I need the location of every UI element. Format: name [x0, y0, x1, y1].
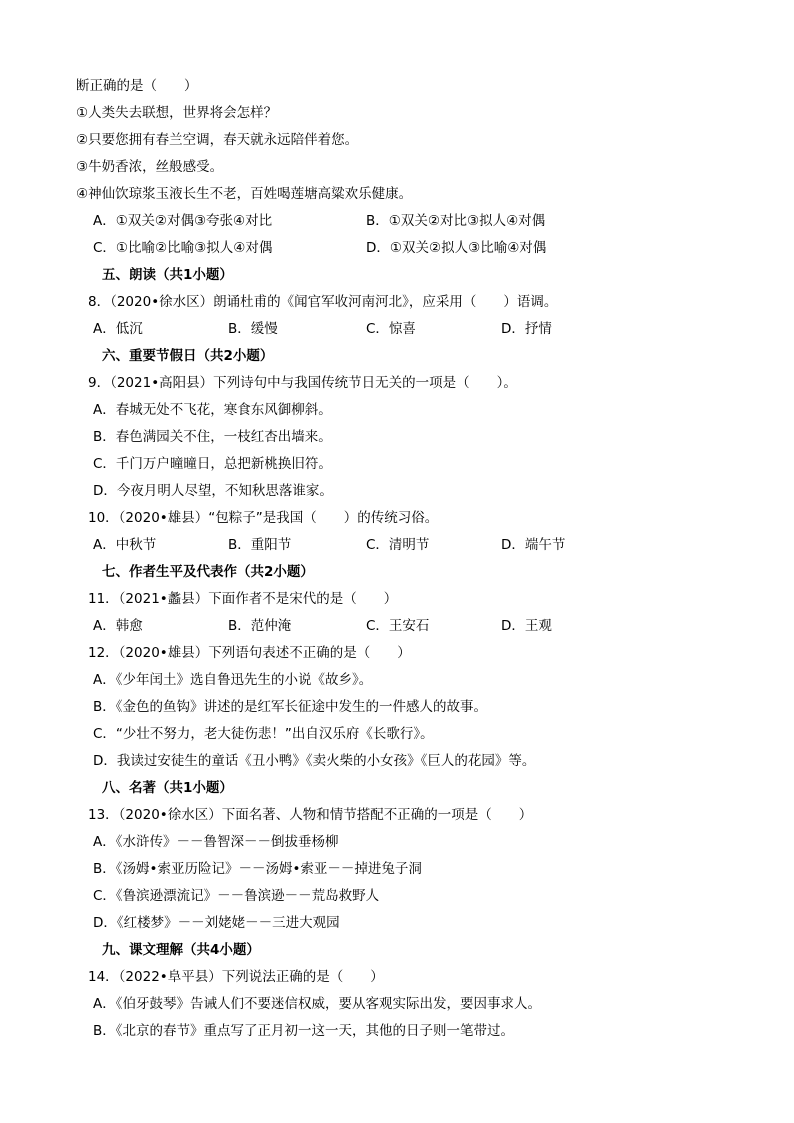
option: C．惊喜	[366, 321, 416, 337]
option: B．重阳节	[228, 537, 292, 553]
option: A．韩愈	[93, 618, 143, 634]
option: B．《北京的春节》重点写了正月初一这一天，其他的日子则一笔带过。	[93, 1023, 515, 1039]
option: D．端午节	[501, 537, 566, 553]
option: D．《红楼梦》－－刘姥姥－－三进大观园	[93, 915, 340, 931]
option: B．春色满园关不住，一枝红杏出墙来。	[93, 429, 332, 445]
option: A．①双关②对偶③夸张④对比	[93, 213, 273, 229]
option: C．王安石	[366, 618, 430, 634]
question-13: 13．（2020•徐水区）下面名著、人物和情节搭配不正确的一项是（ ）	[88, 807, 533, 823]
option: A．《少年闰土》选自鲁迅先生的小说《故乡》。	[93, 672, 373, 688]
section-title: 五、朗读（共1小题）	[102, 267, 233, 283]
option: B．《汤姆•索亚历险记》－－汤姆•索亚－－掉进兔子洞	[93, 861, 422, 877]
option: C．①比喻②比喻③拟人④对偶	[93, 240, 273, 256]
question-11: 11．（2021•蠡县）下面作者不是宋代的是（ ）	[88, 591, 398, 607]
intro-item: ③牛奶香浓，丝般感受。	[76, 159, 224, 175]
question-14: 14．（2022•阜平县）下列说法正确的是（ ）	[88, 969, 384, 985]
option: C．《鲁滨逊漂流记》－－鲁滨逊－－荒岛救野人	[93, 888, 380, 904]
option: C．千门万户曈曈日，总把新桃换旧符。	[93, 456, 332, 472]
option: D．我读过安徒生的童话《丑小鸭》《卖火柴的小女孩》《巨人的花园》等。	[93, 753, 536, 769]
intro-item: ②只要您拥有春兰空调，春天就永远陪伴着您。	[76, 132, 359, 148]
option: A．春城无处不飞花，寒食东风御柳斜。	[93, 402, 332, 418]
section-title: 八、名著（共1小题）	[102, 780, 233, 796]
option: B．缓慢	[228, 321, 278, 337]
option: C．清明节	[366, 537, 430, 553]
option: B．①双关②对比③拟人④对偶	[366, 213, 546, 229]
question-9: 9．（2021•高阳县）下列诗句中与我国传统节日无关的一项是（ ）。	[88, 375, 517, 391]
option: D．①双关②拟人③比喻④对偶	[366, 240, 547, 256]
option: A．《伯牙鼓琴》告诫人们不要迷信权威，要从客观实际出发，要因事求人。	[93, 996, 541, 1012]
question-12: 12．（2020•雄县）下列语句表述不正确的是（ ）	[88, 645, 411, 661]
option: C．“少壮不努力，老大徒伤悲！”出自汉乐府《长歌行》。	[93, 726, 434, 742]
section-title: 六、重要节假日（共2小题）	[102, 348, 274, 364]
option: D．今夜月明人尽望，不知秋思落谁家。	[93, 483, 333, 499]
section-title: 九、课文理解（共4小题）	[102, 942, 260, 958]
option: B．《金色的鱼钩》讲述的是红军长征途中发生的一件感人的故事。	[93, 699, 488, 715]
intro-item: ④神仙饮琼浆玉液长生不老，百姓喝莲塘高粱欢乐健康。	[76, 186, 413, 202]
section-title: 七、作者生平及代表作（共2小题）	[102, 564, 314, 580]
option: A．中秋节	[93, 537, 157, 553]
option: A．低沉	[93, 321, 143, 337]
option: A．《水浒传》－－鲁智深－－倒拔垂杨柳	[93, 834, 339, 850]
option: D．王观	[501, 618, 552, 634]
option: B．范仲淹	[228, 618, 292, 634]
question-10: 10．（2020•雄县）“包粽子”是我国（ ）的传统习俗。	[88, 510, 439, 526]
intro-item: ①人类失去联想，世界将会怎样？	[76, 105, 278, 121]
question-8: 8．（2020•徐水区）朗诵杜甫的《闻官军收河南河北》，应采用（ ）语调。	[88, 294, 558, 310]
option: D．抒情	[501, 321, 552, 337]
intro-prompt: 断正确的是（ ）	[76, 78, 198, 94]
